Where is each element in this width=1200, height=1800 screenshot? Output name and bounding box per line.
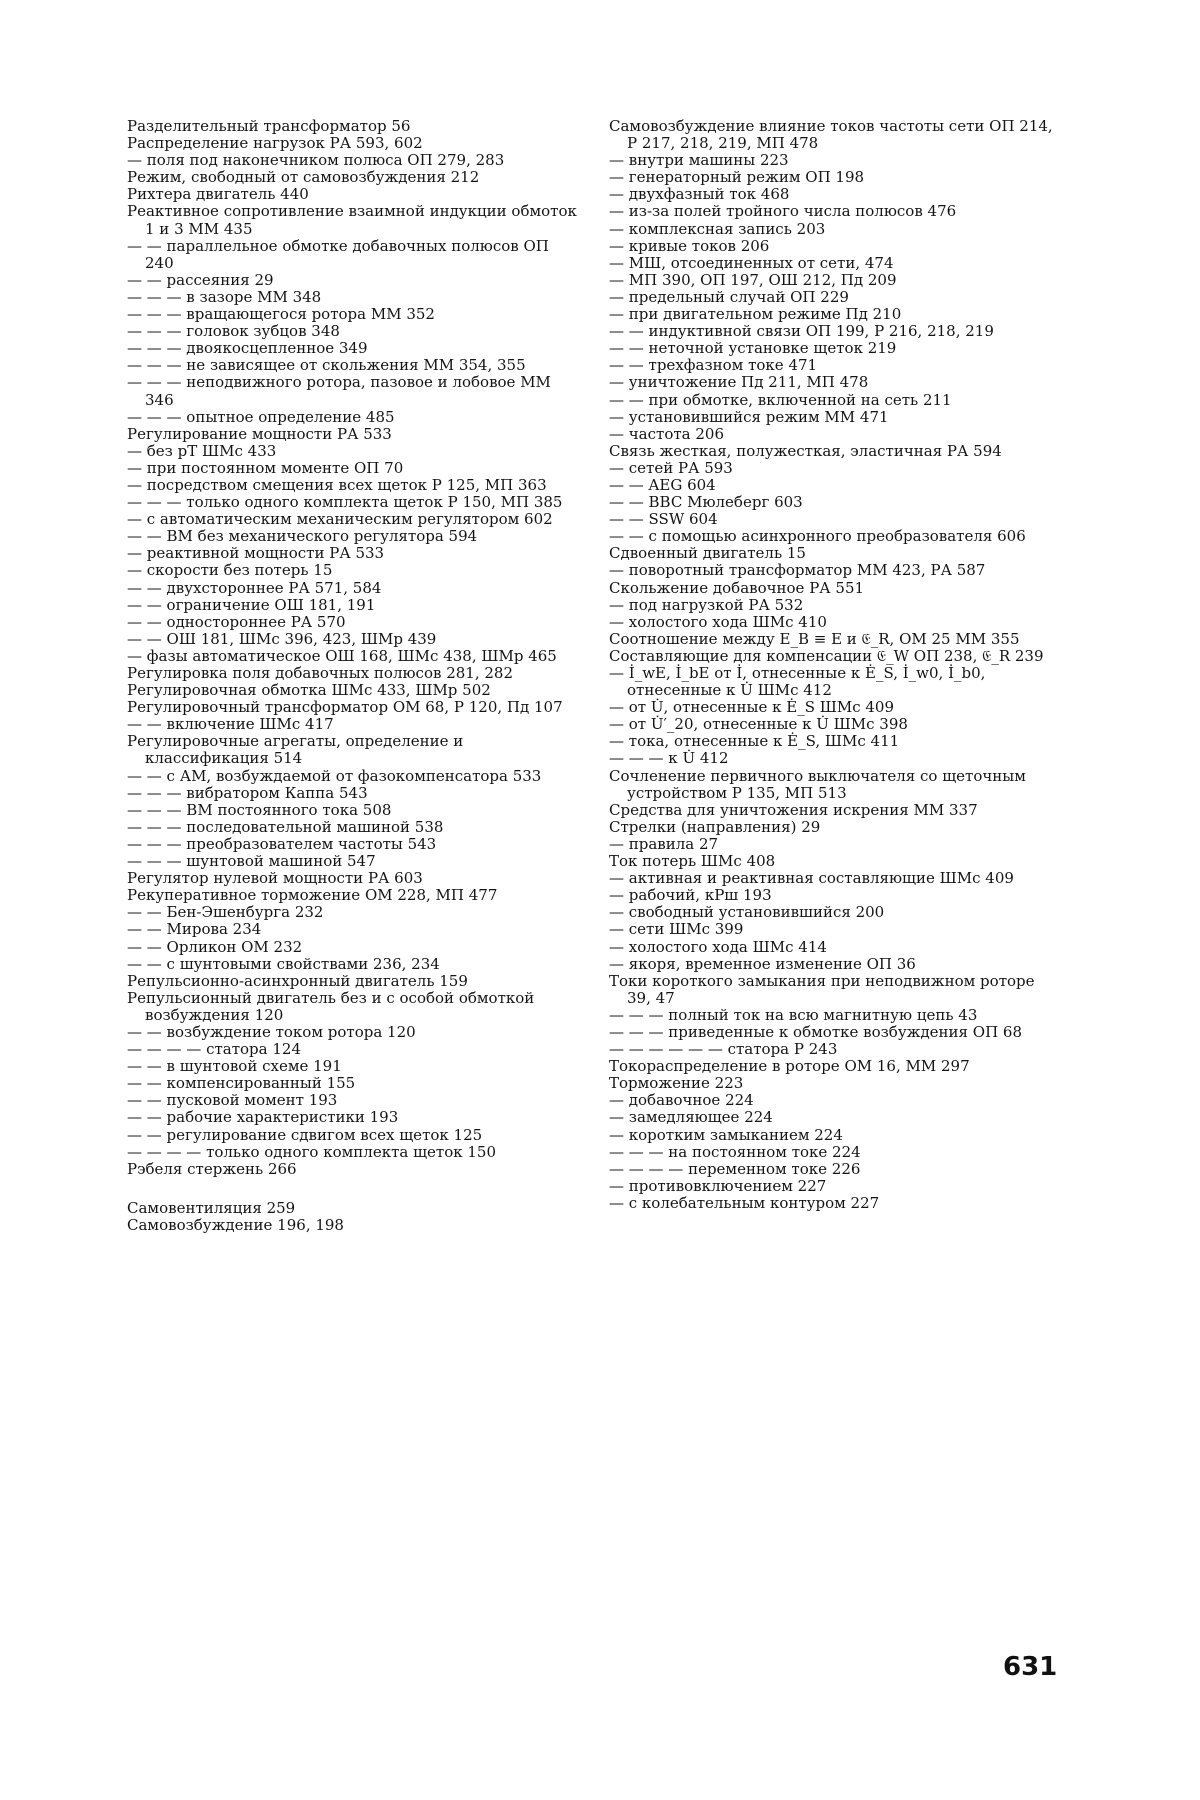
- index-entry: — — — головок зубцов 348: [127, 322, 340, 341]
- index-entry: — предельный случай ОП 229: [609, 287, 849, 306]
- index-entry: — — возбуждение током ротора 120: [127, 1022, 416, 1041]
- index-entry: — сети ШМс 399: [609, 920, 744, 939]
- index-entry: — правила 27: [609, 834, 719, 853]
- index-entry: — — индуктивной связи ОП 199, Р 216, 218, 219: [609, 322, 994, 341]
- index-entry: Ток потерь ШМс 408: [609, 852, 776, 871]
- index-entry: — — в шунтовой схеме 191: [127, 1057, 342, 1076]
- index-entry: — внутри машины 223: [609, 151, 789, 170]
- index-entry: Сочленение первичного выключателя со щеточным устройством Р 135, МП 513: [609, 766, 1026, 802]
- index-entry: — холостого хода ШМс 410: [609, 612, 827, 631]
- index-entry: — с колебательным контуром 227: [609, 1193, 880, 1212]
- index-entry: — — — ВМ постоянного тока 508: [127, 800, 392, 819]
- index-entry: — — с помощью асинхронного преобразователя 606: [609, 527, 1026, 546]
- index-entry: — МП 390, ОП 197, ОШ 212, Пд 209: [609, 270, 897, 289]
- index-entry: Репульсионный двигатель без и с особой обмоткой возбуждения 120: [127, 988, 535, 1024]
- index-entry: — двухфазный ток 468: [609, 185, 790, 204]
- index-entry: Самовозбуждение 196, 198: [127, 1215, 344, 1234]
- index-entry: — скорости без потерь 15: [127, 561, 333, 580]
- index-entry: — — — вибратором Каппа 543: [127, 783, 368, 802]
- index-entry: — посредством смещения всех щеток Р 125, МП 363: [127, 475, 547, 494]
- index-entry: — кривые токов 206: [609, 236, 770, 255]
- index-entry: — — трехфазном токе 471: [609, 356, 818, 375]
- index-entry: Регулировка поля добавочных полюсов 281, 282: [127, 664, 513, 682]
- index-right-column: [609, 118, 1061, 1212]
- index-entry: — частота 206: [609, 424, 724, 443]
- index-entry: — — — только одного комплекта щеток Р 150, МП 385: [127, 493, 563, 512]
- index-entry: — уничтожение Пд 211, МП 478: [609, 373, 869, 392]
- index-entry: — из-за полей тройного числа полюсов 476: [609, 202, 957, 221]
- index-left-column: [127, 118, 579, 1234]
- index-entry: — активная и реактивная составляющие ШМс 409: [609, 869, 1014, 888]
- index-entry: — реактивной мощности РА 533: [127, 544, 385, 563]
- index-entry: — — — — только одного комплекта щеток 150: [127, 1142, 497, 1161]
- index-entry: Распределение нагрузок РА 593, 602: [127, 134, 423, 153]
- index-entry: — от U̇, отнесенные к Ė_S ШМс 409: [609, 698, 895, 717]
- index-entry: — — с АМ, возбуждаемой от фазокомпенсатора 533: [127, 766, 542, 785]
- index-entry: — от U̇′_20, отнесенные к U̇ ШМс 398: [609, 715, 908, 734]
- index-entry: Репульсионно-асинхронный двигатель 159: [127, 971, 468, 990]
- index-entry: — — — — переменном токе 226: [609, 1159, 861, 1178]
- index-entry: Рэбеля стержень 266: [127, 1159, 297, 1178]
- index-entry: — — AEG 604: [609, 475, 716, 494]
- index-entry: — замедляющее 224: [609, 1108, 773, 1127]
- index-entry: Разделительный трансформатор 56: [127, 117, 411, 135]
- index-entry: Составляющие для компенсации 𝔈_W ОП 238, 𝔈_R 239: [609, 646, 1044, 665]
- index-entry: — — ВМ без механического регулятора 594: [127, 527, 478, 546]
- index-entry: — комплексная запись 203: [609, 219, 826, 238]
- index-entry: — — одностороннее РА 570: [127, 612, 346, 631]
- index-entry: — поля под наконечником полюса ОП 279, 283: [127, 151, 505, 170]
- index-entry: — — — опытное определение 485: [127, 407, 395, 426]
- index-entry: — — Бен-Эшенбурга 232: [127, 903, 324, 922]
- index-entry: — — рабочие характеристики 193: [127, 1108, 399, 1127]
- index-entry: — — — — статора 124: [127, 1040, 301, 1059]
- index-entry: Токораспределение в роторе ОМ 16, ММ 297: [609, 1057, 970, 1076]
- index-entry: Реактивное сопротивление взаимной индукции обмоток 1 и 3 ММ 435: [127, 202, 577, 238]
- index-entry: Соотношение между E_B ≡ E и 𝔈_R, ОМ 25 ММ 355: [609, 629, 1020, 648]
- index-entry: — с автоматическим механическим регулятором 602: [127, 510, 553, 529]
- index-entry: — тока, отнесенные к Ė_S, ШМс 411: [609, 732, 900, 751]
- index-entry: — — параллельное обмотке добавочных полюсов ОП 240: [127, 236, 549, 272]
- index-entry: — — — полный ток на всю магнитную цепь 43: [609, 1005, 978, 1024]
- index-entry: — — пусковой момент 193: [127, 1091, 338, 1110]
- index-entry: Самовозбуждение влияние токов частоты сети ОП 214, Р 217, 218, 219, МП 478: [609, 117, 1053, 153]
- index-entry: — рабочий, кРш 193: [609, 886, 772, 905]
- index-entry: — МШ, отсоединенных от сети, 474: [609, 253, 894, 272]
- index-entry: — свободный установившийся 200: [609, 903, 885, 922]
- index-entry: — под нагрузкой РА 532: [609, 595, 804, 614]
- index-entry: — — — на постоянном токе 224: [609, 1142, 861, 1161]
- index-entry: — — — последовательной машиной 538: [127, 817, 444, 836]
- index-entry: — — SSW 604: [609, 510, 718, 529]
- index-entry: — генераторный режим ОП 198: [609, 168, 865, 187]
- index-entry: — — при обмотке, включенной на сеть 211: [609, 390, 952, 409]
- index-entry: Регулировочные агрегаты, определение и классификация 514: [127, 732, 464, 768]
- index-entry: — — с шунтовыми свойствами 236, 234: [127, 954, 440, 973]
- index-entry: — при постоянном моменте ОП 70: [127, 458, 404, 477]
- index-entry: — установившийся режим ММ 471: [609, 407, 889, 426]
- index-entry: — — Орликон ОМ 232: [127, 937, 303, 956]
- index-entry: — — компенсированный 155: [127, 1074, 356, 1093]
- index-entry: Средства для уничтожения искрения ММ 337: [609, 800, 978, 819]
- index-entry: — коротким замыканием 224: [609, 1125, 843, 1144]
- index-entry: — добавочное 224: [609, 1091, 754, 1110]
- index-entry: — — регулирование сдвигом всех щеток 125: [127, 1125, 483, 1144]
- index-entry: — — — не зависящее от скольжения ММ 354, 355: [127, 356, 526, 375]
- index-entry: Торможение 223: [609, 1074, 744, 1093]
- index-entry: — — — преобразователем частоты 543: [127, 834, 437, 853]
- index-entry: Стрелки (направления) 29: [609, 817, 821, 836]
- index-entry: — при двигательном режиме Пд 210: [609, 305, 902, 324]
- index-entry: — поворотный трансформатор ММ 423, РА 587: [609, 561, 986, 580]
- index-entry: — — — — — — статора Р 243: [609, 1040, 838, 1059]
- index-entry: Скольжение добавочное РА 551: [609, 578, 865, 597]
- index-entry: Рекуперативное торможение ОМ 228, МП 477: [127, 886, 498, 905]
- index-entry: Регулировочная обмотка ШМс 433, ШМр 502: [127, 681, 491, 700]
- index-entry: Сдвоенный двигатель 15: [609, 544, 806, 563]
- index-entry: — — включение ШМс 417: [127, 715, 334, 734]
- index-entry: — — — неподвижного ротора, пазовое и лобовое ММ 346: [127, 373, 551, 409]
- index-entry: — İ_wE, İ_bE от İ, отнесенные к Ė_S, İ_w0, İ_b0, отнесенные к U̇ ШМс 412: [609, 664, 986, 700]
- index-entry: Рихтера двигатель 440: [127, 185, 309, 204]
- index-entry: — — ограничение ОШ 181, 191: [127, 595, 376, 614]
- index-entry: — — рассеяния 29: [127, 270, 274, 289]
- index-entry: — — — шунтовой машиной 547: [127, 852, 376, 871]
- index-entry: — холостого хода ШМс 414: [609, 937, 827, 956]
- index-entry: — — — вращающегося ротора ММ 352: [127, 305, 435, 324]
- index-entry: — — неточной установке щеток 219: [609, 339, 897, 358]
- index-entry: — сетей РА 593: [609, 458, 733, 477]
- index-entry: Режим, свободный от самовозбуждения 212: [127, 168, 480, 187]
- index-entry: — — ОШ 181, ШМс 396, 423, ШМр 439: [127, 629, 437, 648]
- index-entry: Регулировочный трансформатор ОМ 68, Р 120, Пд 107: [127, 698, 563, 717]
- index-entry: — без рТ ШМс 433: [127, 441, 277, 460]
- index-entry: — якоря, временное изменение ОП 36: [609, 954, 916, 973]
- index-entry: — — Мирова 234: [127, 920, 262, 939]
- index-entry: — — — к U̇ 412: [609, 749, 729, 768]
- index-entry: — — — в зазоре ММ 348: [127, 287, 322, 306]
- index-entry: — — — двоякосцепленное 349: [127, 339, 368, 358]
- index-entry: — — BBC Мюлеберг 603: [609, 493, 803, 512]
- index-entry: — противовключением 227: [609, 1176, 827, 1195]
- index-entry: — — двухстороннее РА 571, 584: [127, 578, 382, 597]
- index-entry: Регулятор нулевой мощности РА 603: [127, 869, 423, 888]
- page-number: 631: [1003, 1652, 1058, 1682]
- index-entry: — — — приведенные к обмотке возбуждения ОП 68: [609, 1022, 1023, 1041]
- index-entry: — фазы автоматическое ОШ 168, ШМс 438, ШМр 465: [127, 646, 557, 665]
- index-entry: Связь жесткая, полужесткая, эластичная РА 594: [609, 441, 1002, 460]
- index-entry: Токи короткого замыкания при неподвижном роторе 39, 47: [609, 971, 1035, 1007]
- index-entry: Регулирование мощности РА 533: [127, 424, 392, 443]
- index-entry: Самовентиляция 259: [127, 1198, 296, 1217]
